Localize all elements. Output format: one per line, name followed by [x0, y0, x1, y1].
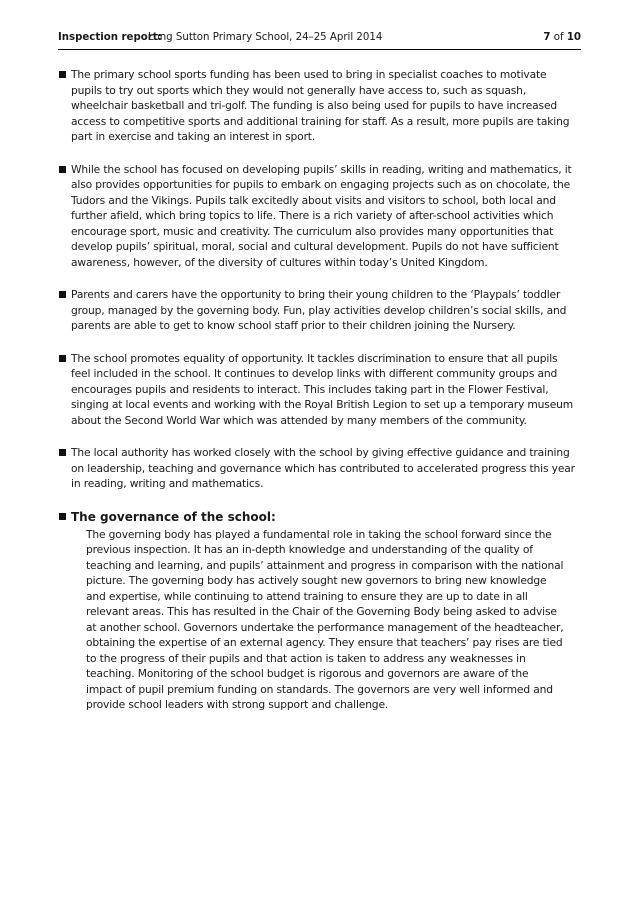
- bullet-text: While the school has focused on developing pupils’ skills in reading, writing and mathematics, it also provides opportunities for pupils to embark on engaging projects such as on chocolate, the Tudors and the Vikings. Pupils talk excitedly about visits and visitors to school, both local and further afield, which bring topics to life. There is a rich variety of after-school activities which encourage sport, music and creativity. The curriculum also provides many opportunities that develop pupils’ spiritual, moral, social and cultural development. Pupils do not have sufficient awareness, however, of the diversity of cultures within today’s United Kingdom.: [71, 162, 572, 269]
- bullet-playpals: [58, 287, 578, 334]
- governance-heading-row: [58, 509, 578, 525]
- bullet-text: The primary school sports funding has been used to bring in specialist coaches to motivate pupils to try out sports which they would not generally have access to, such as squash, wheelchair basketball and tri-golf. The funding is also being used for pupils to have increased access to competitive sports and additional training for staff. As a result, more pupils are taking part in exercise and taking an interest in sport.: [71, 68, 570, 143]
- bullet-equality: [58, 351, 578, 429]
- school-name-date: Long Sutton Primary School, 24–25 April 2014: [148, 32, 383, 43]
- square-bullet-icon: [59, 355, 66, 362]
- square-bullet-icon: [59, 166, 66, 173]
- report-label: Inspection report:: [58, 32, 162, 43]
- page-of-text: of: [550, 32, 567, 43]
- page-total: 10: [566, 32, 581, 43]
- bullet-text: The school promotes equality of opportunity. It tackles discrimination to ensure that all pupils feel included in the school. It continues to develop links with different community groups and encourages pupils and residents to interact. This includes taking part in the Flower Festival, singing at local events and working with the Royal British Legion to set up a temporary museum about the Second World War which was attended by many members of the community.: [71, 351, 574, 427]
- square-bullet-icon: [59, 71, 66, 78]
- square-bullet-icon: [59, 291, 66, 298]
- bullet-text: The local authority has worked closely with the school by giving effective guidance and training on leadership, teaching and governance which has contributed to accelerated progress this year in reading, writing and mathematics.: [71, 446, 575, 490]
- bullet-curriculum: [58, 162, 578, 271]
- square-bullet-icon: [59, 449, 66, 456]
- bullet-text: Parents and carers have the opportunity to bring their young children to the ‘Playpals’ toddler group, managed by the governing body. Fun, play activities develop children’s social skills, and parents are able to get to know school staff prior to their children joining the Nursery.: [71, 288, 567, 332]
- bullet-local-authority: [58, 445, 578, 492]
- square-bullet-icon: [59, 513, 66, 520]
- page-number: 7: [543, 32, 551, 43]
- page-indicator: [543, 31, 581, 45]
- governance-section: [58, 509, 578, 713]
- bullet-sports-funding: [58, 67, 578, 145]
- report-content: [58, 67, 578, 713]
- page-header: [58, 31, 581, 50]
- governance-body: The governing body has played a fundamental role in taking the school forward since the previous inspection. It has an in-depth knowledge and understanding of the quality of teaching and learning, and pupils’ attainment and progress in comparison with the national picture. The governing body has actively sought new governors to bring new knowledge and expertise, while continuing to attend training to ensure they are up to date in all relevant areas. This has resulted in the Chair of the Governing Body being asked to advise at another school. Governors undertake the performance management of the headteacher, obtaining the expertise of an external agency. They ensure that teachers’ pay rises are tied to the progress of their pupils and that action is taken to address any weaknesses in teaching. Monitoring of the school budget is rigorous and governors are aware of the impact of pupil premium funding on standards. The governors are very well informed and provide school leaders with strong support and challenge.: [86, 527, 564, 711]
- governance-heading: The governance of the school:: [71, 509, 276, 524]
